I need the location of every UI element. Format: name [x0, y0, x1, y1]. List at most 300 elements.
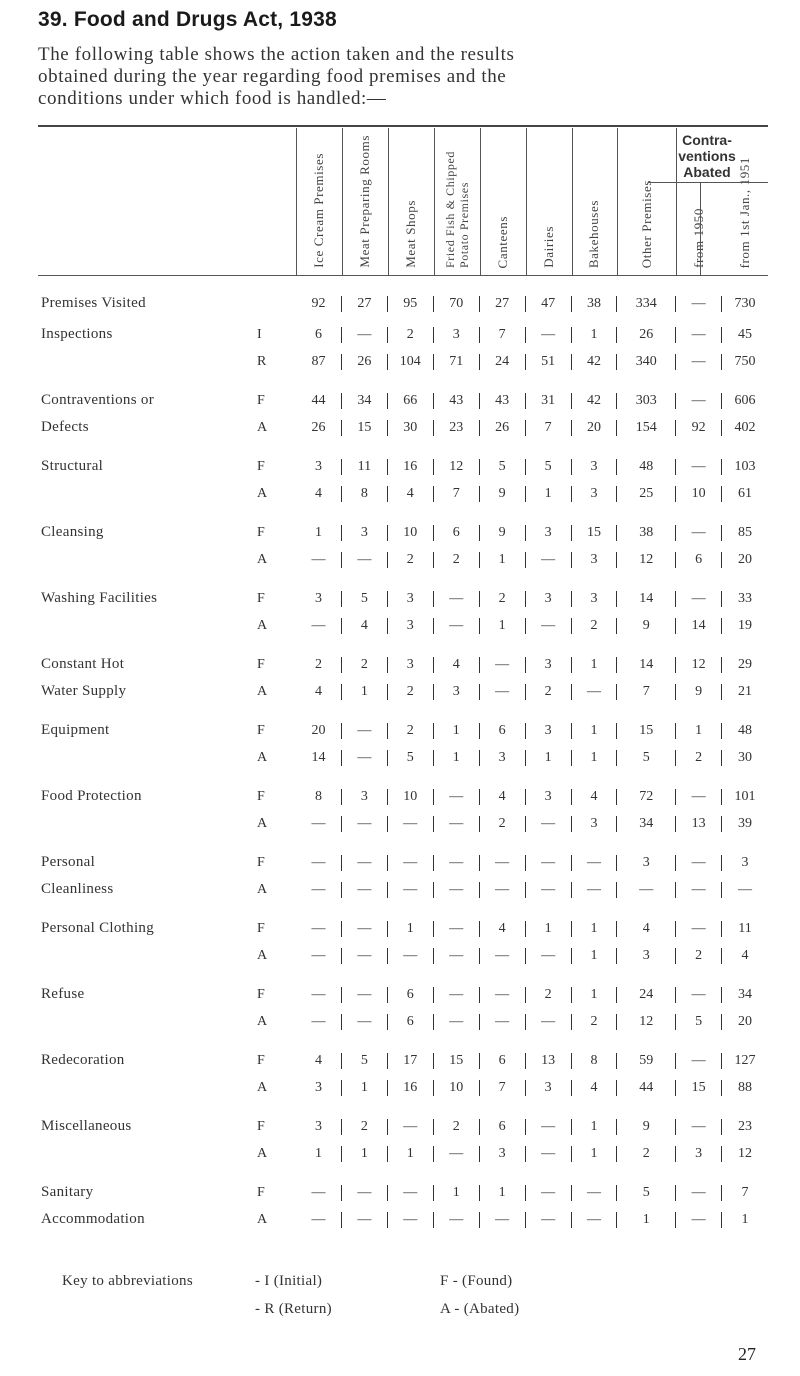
row-label: Contraventions or	[41, 392, 155, 408]
table-cell: 12	[676, 657, 722, 673]
table-row	[296, 486, 768, 504]
table-cell: 27	[480, 296, 526, 312]
table-cell: —	[526, 855, 572, 871]
table-cell: 26	[296, 420, 342, 436]
table-cell: 70	[434, 296, 480, 312]
table-cell: 402	[734, 420, 756, 435]
column-header-label: from 1950	[691, 208, 707, 268]
table-row	[296, 618, 768, 636]
table-cell: 38	[572, 296, 618, 312]
table-cell: —	[526, 1185, 572, 1201]
table-cell: —	[676, 789, 722, 805]
row-code: A	[257, 948, 268, 963]
row-code: F	[257, 987, 265, 1002]
table-cell: 4	[480, 921, 526, 937]
table-cell: —	[676, 354, 722, 370]
table-cell: —	[296, 816, 342, 832]
column-header-label: from 1st Jan., 1951	[737, 156, 753, 268]
table-cell: 5	[676, 1014, 722, 1030]
key-item-found: F - (Found)	[440, 1273, 513, 1289]
table-cell: —	[526, 1146, 572, 1162]
key-item-initial: - I (Initial)	[255, 1273, 323, 1289]
row-code: A	[257, 1014, 268, 1029]
table-cell: —	[388, 1185, 434, 1201]
table-cell: 2	[342, 657, 388, 673]
table-cell: 3	[434, 327, 480, 343]
table-cell: 15	[676, 1080, 722, 1096]
row-label: Equipment	[41, 722, 110, 738]
table-cell: —	[388, 948, 434, 964]
table-cell: 17	[388, 1053, 434, 1069]
table-cell: —	[296, 1185, 342, 1201]
table-cell: 2	[388, 684, 434, 700]
table-cell: 6	[388, 1014, 434, 1030]
row-code: A	[257, 750, 268, 765]
table-cell: 2	[526, 987, 572, 1003]
table-row	[296, 296, 768, 314]
table-row	[296, 420, 768, 438]
table-cell: 33	[738, 591, 752, 606]
table-cell: —	[572, 1212, 618, 1228]
table-cell: 3	[617, 948, 676, 964]
table-cell: 38	[617, 525, 676, 541]
table-cell: 6	[296, 327, 342, 343]
table-cell: —	[434, 882, 480, 898]
table-cell: —	[296, 948, 342, 964]
row-code: A	[257, 420, 268, 435]
table-cell: 2	[572, 1014, 618, 1030]
table-row	[296, 657, 768, 675]
table-cell: —	[480, 684, 526, 700]
table-cell: —	[388, 1119, 434, 1135]
table-cell: —	[676, 327, 722, 343]
table-row	[296, 591, 768, 609]
table-cell: 26	[617, 327, 676, 343]
table-cell: 2	[480, 816, 526, 832]
table-cell: 7	[480, 327, 526, 343]
table-cell: 13	[526, 1053, 572, 1069]
table-cell: 13	[676, 816, 722, 832]
table-cell: 72	[617, 789, 676, 805]
table-cell: 6	[480, 723, 526, 739]
row-code: A	[257, 1080, 268, 1095]
table-row	[296, 855, 768, 873]
row-code: F	[257, 1053, 265, 1068]
table-cell: 16	[388, 459, 434, 475]
table-cell: 92	[676, 420, 722, 436]
table-cell: 3	[480, 750, 526, 766]
table-cell: 20	[738, 552, 752, 567]
table-row	[296, 1119, 768, 1137]
table-cell: 303	[617, 393, 676, 409]
column-divider	[572, 128, 573, 275]
table-cell: —	[296, 1212, 342, 1228]
table-cell: 34	[617, 816, 676, 832]
row-label: Personal Clothing	[41, 920, 155, 936]
row-code: A	[257, 816, 268, 831]
table-cell: —	[388, 882, 434, 898]
table-cell: 61	[738, 486, 752, 501]
table-cell: —	[434, 921, 480, 937]
key-title: Key to abbreviations	[62, 1273, 193, 1289]
table-cell: 19	[738, 618, 752, 633]
table-cell: 1	[388, 921, 434, 937]
table-cell: 15	[572, 525, 618, 541]
page-number: 27	[738, 1344, 756, 1364]
column-divider	[480, 128, 481, 275]
table-cell: 4	[572, 1080, 618, 1096]
table-cell: 4	[388, 486, 434, 502]
table-row	[296, 816, 768, 834]
table-cell: 3	[480, 1146, 526, 1162]
row-label: Cleanliness	[41, 881, 114, 897]
table-cell: —	[434, 1014, 480, 1030]
row-code: I	[257, 327, 262, 342]
table-cell: 6	[388, 987, 434, 1003]
table-cell: —	[676, 296, 722, 312]
table-cell: —	[676, 459, 722, 475]
table-cell: 4	[741, 948, 749, 963]
table-row	[296, 921, 768, 939]
table-cell: 12	[434, 459, 480, 475]
table-cell: 6	[480, 1119, 526, 1135]
table-cell: 1	[572, 750, 618, 766]
table-cell: —	[676, 882, 722, 898]
header-bottom-rule	[38, 275, 768, 276]
row-code: A	[257, 1212, 268, 1227]
table-cell: 2	[526, 684, 572, 700]
table-cell: 3	[526, 657, 572, 673]
table-cell: —	[434, 987, 480, 1003]
table-cell: 9	[676, 684, 722, 700]
row-label: Personal	[41, 854, 96, 870]
table-row	[296, 1212, 768, 1230]
table-cell: 3	[526, 1080, 572, 1096]
row-code: A	[257, 618, 268, 633]
table-cell: 3	[342, 525, 388, 541]
table-cell: 3	[388, 618, 434, 634]
row-code: F	[257, 393, 265, 408]
table-cell: 3	[526, 789, 572, 805]
table-cell: 7	[434, 486, 480, 502]
table-cell: —	[342, 750, 388, 766]
table-cell: —	[480, 987, 526, 1003]
table-top-rule	[38, 125, 768, 127]
table-cell: 3	[296, 1119, 342, 1135]
column-header-label: Other Premises	[638, 179, 654, 268]
table-cell: —	[342, 1014, 388, 1030]
row-label: Refuse	[41, 986, 85, 1002]
table-cell: 5	[388, 750, 434, 766]
table-cell: 2	[434, 552, 480, 568]
table-cell: 1	[480, 618, 526, 634]
table-cell: 26	[480, 420, 526, 436]
table-cell: 12	[617, 552, 676, 568]
row-code: F	[257, 723, 265, 738]
column-header	[722, 156, 768, 268]
table-cell: 3	[572, 552, 618, 568]
table-cell: 20	[296, 723, 342, 739]
table-cell: —	[526, 816, 572, 832]
table-row	[296, 684, 768, 702]
row-code: F	[257, 657, 265, 672]
column-header	[480, 140, 526, 268]
table-cell: 7	[617, 684, 676, 700]
section-heading: 39. Food and Drugs Act, 1938	[38, 8, 337, 31]
table-row	[296, 552, 768, 570]
table-cell: —	[342, 948, 388, 964]
row-label: Inspections	[41, 326, 113, 342]
table-cell: —	[434, 1146, 480, 1162]
table-cell: 14	[676, 618, 722, 634]
table-row	[296, 750, 768, 768]
table-row	[296, 987, 768, 1005]
table-cell: 4	[296, 1053, 342, 1069]
table-cell: 1	[572, 657, 618, 673]
column-header	[572, 140, 618, 268]
table-cell: 4	[480, 789, 526, 805]
column-divider	[526, 128, 527, 275]
table-cell: 1	[342, 684, 388, 700]
table-cell: 8	[342, 486, 388, 502]
table-cell: —	[434, 591, 480, 607]
table-cell: 87	[296, 354, 342, 370]
table-cell: 2	[296, 657, 342, 673]
table-cell: —	[342, 723, 388, 739]
table-cell: —	[526, 1014, 572, 1030]
table-cell: 1	[741, 1212, 749, 1227]
table-cell: 4	[617, 921, 676, 937]
table-row	[296, 723, 768, 741]
table-cell: —	[676, 855, 722, 871]
table-cell: —	[676, 1053, 722, 1069]
table-cell: —	[572, 855, 618, 871]
table-cell: 15	[434, 1053, 480, 1069]
table-cell: 21	[738, 684, 752, 699]
table-cell: —	[480, 882, 526, 898]
table-cell: 23	[434, 420, 480, 436]
table-cell: 44	[617, 1080, 676, 1096]
table-cell: 1	[572, 921, 618, 937]
table-cell: 104	[388, 354, 434, 370]
table-cell: 2	[676, 750, 722, 766]
table-cell: 45	[738, 327, 752, 342]
table-cell: —	[342, 816, 388, 832]
table-cell: 12	[738, 1146, 752, 1161]
column-header-label: Canteens	[494, 215, 510, 268]
table-cell: —	[480, 1014, 526, 1030]
table-cell: 30	[738, 750, 752, 765]
table-cell: —	[480, 855, 526, 871]
row-label: Defects	[41, 419, 89, 435]
table-cell: —	[342, 987, 388, 1003]
row-label: Constant Hot	[41, 656, 125, 672]
table-row	[296, 948, 768, 966]
table-cell: 29	[738, 657, 752, 672]
table-cell: 4	[296, 684, 342, 700]
table-cell: 154	[617, 420, 676, 436]
table-cell: 51	[526, 354, 572, 370]
table-cell: —	[342, 855, 388, 871]
table-cell: 9	[480, 525, 526, 541]
table-cell: 27	[342, 296, 388, 312]
table-cell: 2	[617, 1146, 676, 1162]
table-cell: —	[676, 1119, 722, 1135]
table-cell: 47	[526, 296, 572, 312]
table-row	[296, 393, 768, 411]
table-cell: 24	[480, 354, 526, 370]
table-cell: 1	[296, 525, 342, 541]
column-divider	[388, 128, 389, 275]
column-header	[434, 140, 480, 268]
table-cell: 3	[526, 723, 572, 739]
table-cell: —	[434, 1212, 480, 1228]
table-cell: 7	[741, 1185, 749, 1200]
table-cell: 5	[617, 1185, 676, 1201]
table-cell: 92	[296, 296, 342, 312]
contraventions-abated-heading	[648, 132, 766, 180]
table-cell: 44	[296, 393, 342, 409]
table-cell: —	[296, 1014, 342, 1030]
table-cell: 34	[738, 987, 752, 1002]
table-cell: 8	[572, 1053, 618, 1069]
table-cell: —	[526, 1119, 572, 1135]
table-cell: 334	[617, 296, 676, 312]
intro-line: The following table shows the action taken and the results	[38, 44, 515, 65]
column-header-label: Dairies	[540, 226, 556, 268]
table-cell: 103	[734, 459, 756, 474]
table-cell: 4	[572, 789, 618, 805]
table-cell: 11	[342, 459, 388, 475]
column-divider	[296, 128, 297, 275]
table-cell: 5	[526, 459, 572, 475]
table-cell: 1	[434, 723, 480, 739]
table-cell: 88	[738, 1080, 752, 1095]
table-cell: 1	[388, 1146, 434, 1162]
table-cell: 66	[388, 393, 434, 409]
table-cell: 3	[572, 816, 618, 832]
table-cell: 14	[617, 657, 676, 673]
table-cell: 3	[526, 525, 572, 541]
table-cell: —	[388, 816, 434, 832]
table-cell: 2	[480, 591, 526, 607]
table-cell: 7	[526, 420, 572, 436]
table-cell: 26	[342, 354, 388, 370]
row-label: Premises Visited	[41, 295, 146, 311]
table-row	[296, 882, 768, 900]
table-cell: 1	[572, 1146, 618, 1162]
table-cell: —	[526, 948, 572, 964]
table-cell: —	[342, 882, 388, 898]
table-cell: 3	[572, 486, 618, 502]
table-cell: —	[388, 1212, 434, 1228]
table-cell: 48	[738, 723, 752, 738]
row-label: Sanitary	[41, 1184, 94, 1200]
table-cell: 6	[480, 1053, 526, 1069]
table-cell: 4	[342, 618, 388, 634]
table-cell: 95	[388, 296, 434, 312]
table-cell: 1	[676, 723, 722, 739]
table-cell: 3	[296, 459, 342, 475]
table-cell: 9	[617, 618, 676, 634]
table-cell: 2	[342, 1119, 388, 1135]
row-code: F	[257, 1119, 265, 1134]
table-cell: —	[296, 552, 342, 568]
row-code: F	[257, 591, 265, 606]
table-cell: —	[296, 882, 342, 898]
intro-line: conditions under which food is handled:—	[38, 88, 387, 109]
table-cell: —	[434, 855, 480, 871]
table-cell: 1	[526, 486, 572, 502]
table-cell: 1	[434, 750, 480, 766]
table-cell: 42	[572, 354, 618, 370]
table-cell: —	[676, 921, 722, 937]
table-cell: 1	[342, 1146, 388, 1162]
table-cell: 48	[617, 459, 676, 475]
row-label: Structural	[41, 458, 104, 474]
table-cell: 750	[734, 354, 756, 369]
table-cell: 5	[480, 459, 526, 475]
table-cell: 43	[480, 393, 526, 409]
column-header-label: Meat Preparing Rooms	[356, 135, 372, 268]
contra-subcolumn-divider	[700, 182, 701, 275]
table-cell: 1	[572, 948, 618, 964]
table-cell: 3	[572, 591, 618, 607]
table-cell: 71	[434, 354, 480, 370]
column-header	[388, 140, 434, 268]
table-row	[296, 1053, 768, 1071]
table-cell: 10	[434, 1080, 480, 1096]
table-cell: 5	[342, 591, 388, 607]
table-row	[296, 459, 768, 477]
table-cell: 3	[676, 1146, 722, 1162]
table-cell: —	[572, 684, 618, 700]
table-cell: 59	[617, 1053, 676, 1069]
table-cell: 85	[738, 525, 752, 540]
table-row	[296, 789, 768, 807]
table-cell: 6	[676, 552, 722, 568]
table-cell: —	[676, 1185, 722, 1201]
table-cell: —	[572, 1185, 618, 1201]
row-label: Accommodation	[41, 1211, 145, 1227]
table-cell: 1	[572, 327, 618, 343]
table-cell: 10	[388, 525, 434, 541]
table-cell: —	[480, 657, 526, 673]
row-code: A	[257, 684, 268, 699]
column-divider	[342, 128, 343, 275]
table-cell: —	[296, 987, 342, 1003]
table-cell: 39	[738, 816, 752, 831]
table-cell: 31	[526, 393, 572, 409]
table-cell: 730	[734, 296, 756, 311]
table-cell: —	[572, 882, 618, 898]
table-cell: 12	[617, 1014, 676, 1030]
row-code: A	[257, 486, 268, 501]
table-cell: 14	[617, 591, 676, 607]
table-cell: 3	[572, 459, 618, 475]
column-header-label: Bakehouses	[586, 199, 602, 268]
table-cell: 20	[572, 420, 618, 436]
table-cell: —	[480, 948, 526, 964]
table-row	[296, 1146, 768, 1164]
table-cell: 3	[296, 591, 342, 607]
table-cell: 3	[342, 789, 388, 805]
intro-line: obtained during the year regarding food premises and the	[38, 66, 507, 87]
table-cell: 3	[296, 1080, 342, 1096]
table-cell: 3	[526, 591, 572, 607]
table-cell: 101	[734, 789, 756, 804]
table-cell: —	[526, 882, 572, 898]
